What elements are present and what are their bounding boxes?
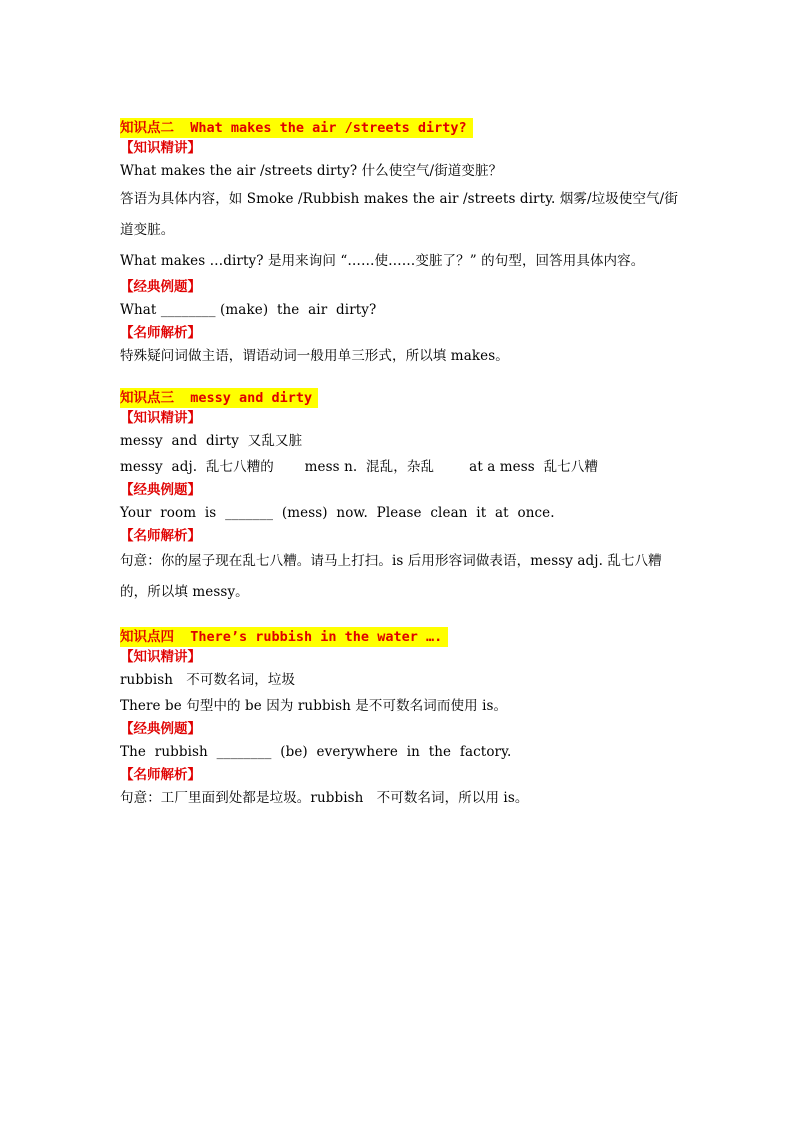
section-heading	[120, 627, 448, 647]
tag-example: 【经典例题】	[120, 482, 201, 498]
section-heading	[120, 388, 318, 408]
analysis-text: 特殊疑问词做主语，谓语动词一般用单三形式，所以填 makes。	[120, 348, 509, 364]
tag-explain: 【知识精讲】	[120, 140, 201, 156]
tag-example: 【经典例题】	[120, 279, 201, 295]
heading-number: 知识点四	[120, 629, 174, 645]
section-heading	[120, 118, 473, 138]
analysis-text: 句意：工厂里面到处都是垃圾。rubbish 不可数名词，所以用 is。	[120, 790, 529, 806]
example-question: The rubbish ________ (be) everywhere in the factory.	[120, 744, 512, 760]
tag-analysis: 【名师解析】	[120, 528, 201, 544]
tag-explain: 【知识精讲】	[120, 410, 201, 426]
heading-text: There’s rubbish in the water ….	[174, 629, 443, 645]
tag-analysis: 【名师解析】	[120, 767, 201, 783]
knowledge-point-3	[120, 387, 680, 608]
knowledge-point-2	[120, 117, 680, 369]
explain-line: messy and dirty 又乱又脏	[120, 433, 303, 449]
document-page	[120, 117, 680, 829]
explain-line: There be 句型中的 be 因为 rubbish 是不可数名词而使用 is。	[120, 698, 508, 714]
explain-line: What makes the air /streets dirty? 什么使空气/街道变脏？	[120, 163, 503, 179]
heading-text: What makes the air /streets dirty?	[174, 120, 467, 136]
tag-analysis: 【名师解析】	[120, 325, 201, 341]
explain-line: 答语为具体内容，如 Smoke /Rubbish makes the air /streets dirty. 烟雾/垃圾使空气/街道变脏。	[120, 191, 678, 238]
explain-line: What makes …dirty? 是用来询问 “……使……变脏了？” 的句型，回答用具体内容。	[120, 253, 645, 269]
knowledge-point-4	[120, 626, 680, 811]
analysis-text: 句意：你的屋子现在乱七八糟。请马上打扫。is 后用形容词做表语，messy adj. 乱七八糟的，所以填 messy。	[120, 553, 662, 600]
explain-line: messy adj. 乱七八糟的 mess n. 混乱，杂乱 at a mess 乱七八糟	[120, 459, 599, 475]
heading-number: 知识点二	[120, 120, 174, 136]
explain-line: rubbish 不可数名词，垃圾	[120, 672, 296, 688]
tag-explain: 【知识精讲】	[120, 649, 201, 665]
example-question: Your room is _______ (mess) now. Please clean it at once.	[120, 505, 555, 521]
heading-number: 知识点三	[120, 390, 174, 406]
tag-example: 【经典例题】	[120, 721, 201, 737]
example-question: What ________ (make) the air dirty?	[120, 302, 377, 318]
heading-text: messy and dirty	[174, 390, 313, 406]
